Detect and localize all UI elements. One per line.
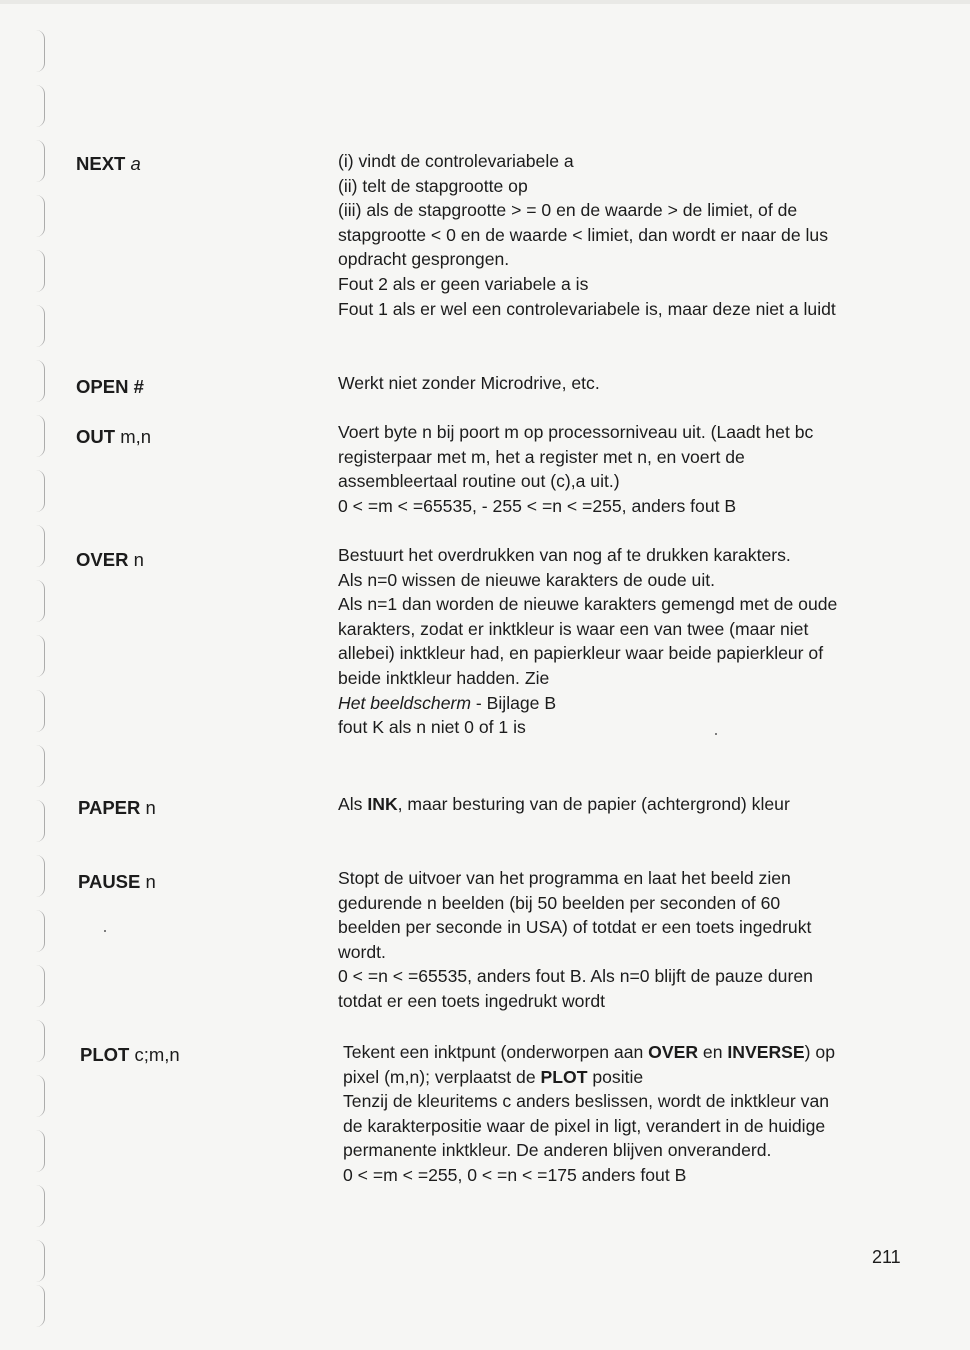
reference-title: Het beeldscherm xyxy=(338,692,471,713)
description-line xyxy=(338,691,844,716)
binding-ring xyxy=(36,30,45,72)
description-line xyxy=(343,1040,845,1089)
keyword-ref: INVERSE xyxy=(727,1042,805,1062)
binding-ring xyxy=(36,965,45,1007)
binding-ring xyxy=(36,745,45,787)
text-run: en xyxy=(698,1042,728,1062)
binding-ring xyxy=(36,1185,45,1227)
description-line: 0 < =n < =65535, anders fout B. Als n=0 blijft de pauze duren totdat er een toets ingedrukt wordt xyxy=(338,966,813,1011)
top-edge xyxy=(0,0,970,4)
binding-ring xyxy=(36,910,45,952)
keyword-name: OVER xyxy=(76,549,129,570)
binding-ring xyxy=(36,470,45,512)
keyword-paper xyxy=(78,796,156,820)
keyword-name: PLOT xyxy=(80,1044,130,1065)
description-line: Tenzij de kleuritems c anders beslissen, wordt de inktkleur van de karakterpositie waar de pixel in ligt, verandert in de huidige permanente inktkleur. De anderen blijven onveranderd. xyxy=(343,1091,830,1161)
speck xyxy=(104,930,106,932)
keyword-params: n xyxy=(133,549,144,570)
keyword-params: m,n xyxy=(120,426,152,447)
description-line: 0 < =m < =65535, - 255 < =n < =255, anders fout B xyxy=(338,495,737,516)
binding-ring xyxy=(36,1075,45,1117)
binding-ring xyxy=(36,85,45,127)
keyword-name: NEXT xyxy=(76,153,126,174)
text-run: Als xyxy=(338,794,368,814)
ring-binding xyxy=(30,30,52,1310)
keyword-params: a xyxy=(130,153,141,174)
keyword-params: n xyxy=(145,797,156,818)
description-line: 0 < =m < =255, 0 < =n < =175 anders fout B xyxy=(343,1164,687,1185)
text-run: positie xyxy=(587,1066,644,1087)
binding-ring xyxy=(36,1130,45,1172)
keyword-plot xyxy=(80,1043,180,1067)
description-line: Voert byte n bij poort m op processorniveau uit. (Laadt het bc registerpaar met m, het a register met n, en voert de assembleertaal routine out (c),a uit.) xyxy=(338,422,814,492)
keyword-out xyxy=(76,425,151,449)
binding-ring xyxy=(36,525,45,567)
description-pause xyxy=(338,866,844,1014)
page-number: 211 xyxy=(872,1247,901,1267)
speck xyxy=(715,733,717,735)
keyword-name: OPEN # xyxy=(76,376,144,397)
binding-ring xyxy=(36,690,45,732)
binding-ring xyxy=(36,250,45,292)
keyword-name: OUT xyxy=(76,426,116,447)
binding-ring xyxy=(36,635,45,677)
binding-ring xyxy=(36,415,45,457)
text-run: ) op pixel (m,n); verplaatst de xyxy=(343,1042,835,1087)
text-run: , maar besturing van de papier (achtergrond) kleur xyxy=(397,794,790,814)
description-line: Stopt de uitvoer van het programma en laat het beeld zien gedurende n beelden (bij 50 beelden per seconden of 60 beelden per seconde in USA) of totdat er een toets ingedrukt wordt. xyxy=(338,868,812,962)
binding-ring xyxy=(36,360,45,402)
description-line: Als n=1 dan worden de nieuwe karakters gemengd met de oude karakters, zodat er inktkleur is waar een van twee (maar niet allebei) inktkleur had, en papierkleur waar beide papierkleur of beide inktkleur hadden. Zie xyxy=(338,594,838,688)
description-line: Bestuurt het overdrukken van nog af te drukken karakters. xyxy=(338,545,791,565)
binding-ring xyxy=(36,305,45,347)
binding-ring xyxy=(36,855,45,897)
binding-ring xyxy=(36,1240,45,1282)
description-paper xyxy=(338,792,844,817)
keyword-params: c;m,n xyxy=(134,1044,180,1065)
keyword-ref: OVER xyxy=(648,1042,699,1062)
binding-ring xyxy=(36,580,45,622)
binding-ring xyxy=(36,140,45,182)
keyword-name: PAPER xyxy=(78,797,141,818)
keyword-ref: INK xyxy=(367,794,398,814)
keyword-pause xyxy=(78,870,156,894)
description-line: (ii) telt de stapgrootte op xyxy=(338,175,528,196)
keyword-ref: PLOT xyxy=(540,1066,588,1087)
description-line: Werkt niet zonder Microdrive, etc. xyxy=(338,373,600,393)
description-line: (i) vindt de controlevariabele a xyxy=(338,151,574,171)
description-line: (iii) als de stapgrootte > = 0 en de waarde > de limiet, of de stapgrootte < 0 en de waarde < limiet, dan wordt er naar de lus opdracht gesprongen. xyxy=(338,200,828,270)
reference-appendix: - Bijlage B xyxy=(471,692,557,713)
description-line: Als n=0 wissen de nieuwe karakters de oude uit. xyxy=(338,569,716,590)
binding-ring xyxy=(36,1020,45,1062)
text-run: Tekent een inktpunt (onderworpen aan xyxy=(343,1042,649,1062)
keyword-over xyxy=(76,548,144,572)
binding-ring xyxy=(36,1285,45,1327)
description-line: fout K als n niet 0 of 1 is xyxy=(338,717,526,738)
description-line xyxy=(338,792,844,817)
binding-ring xyxy=(36,800,45,842)
binding-ring xyxy=(36,195,45,237)
description-plot xyxy=(343,1040,845,1188)
keyword-params: n xyxy=(145,871,156,892)
keyword-open xyxy=(76,375,144,399)
description-line: Fout 1 als er wel een controlevariabele is, maar deze niet a luidt xyxy=(338,298,836,319)
description-next xyxy=(338,149,844,321)
description-open xyxy=(338,371,844,396)
description-line: Fout 2 als er geen variabele a is xyxy=(338,273,589,294)
keyword-name: PAUSE xyxy=(78,871,141,892)
description-out xyxy=(338,420,844,518)
keyword-next xyxy=(76,152,141,176)
description-over xyxy=(338,543,844,740)
